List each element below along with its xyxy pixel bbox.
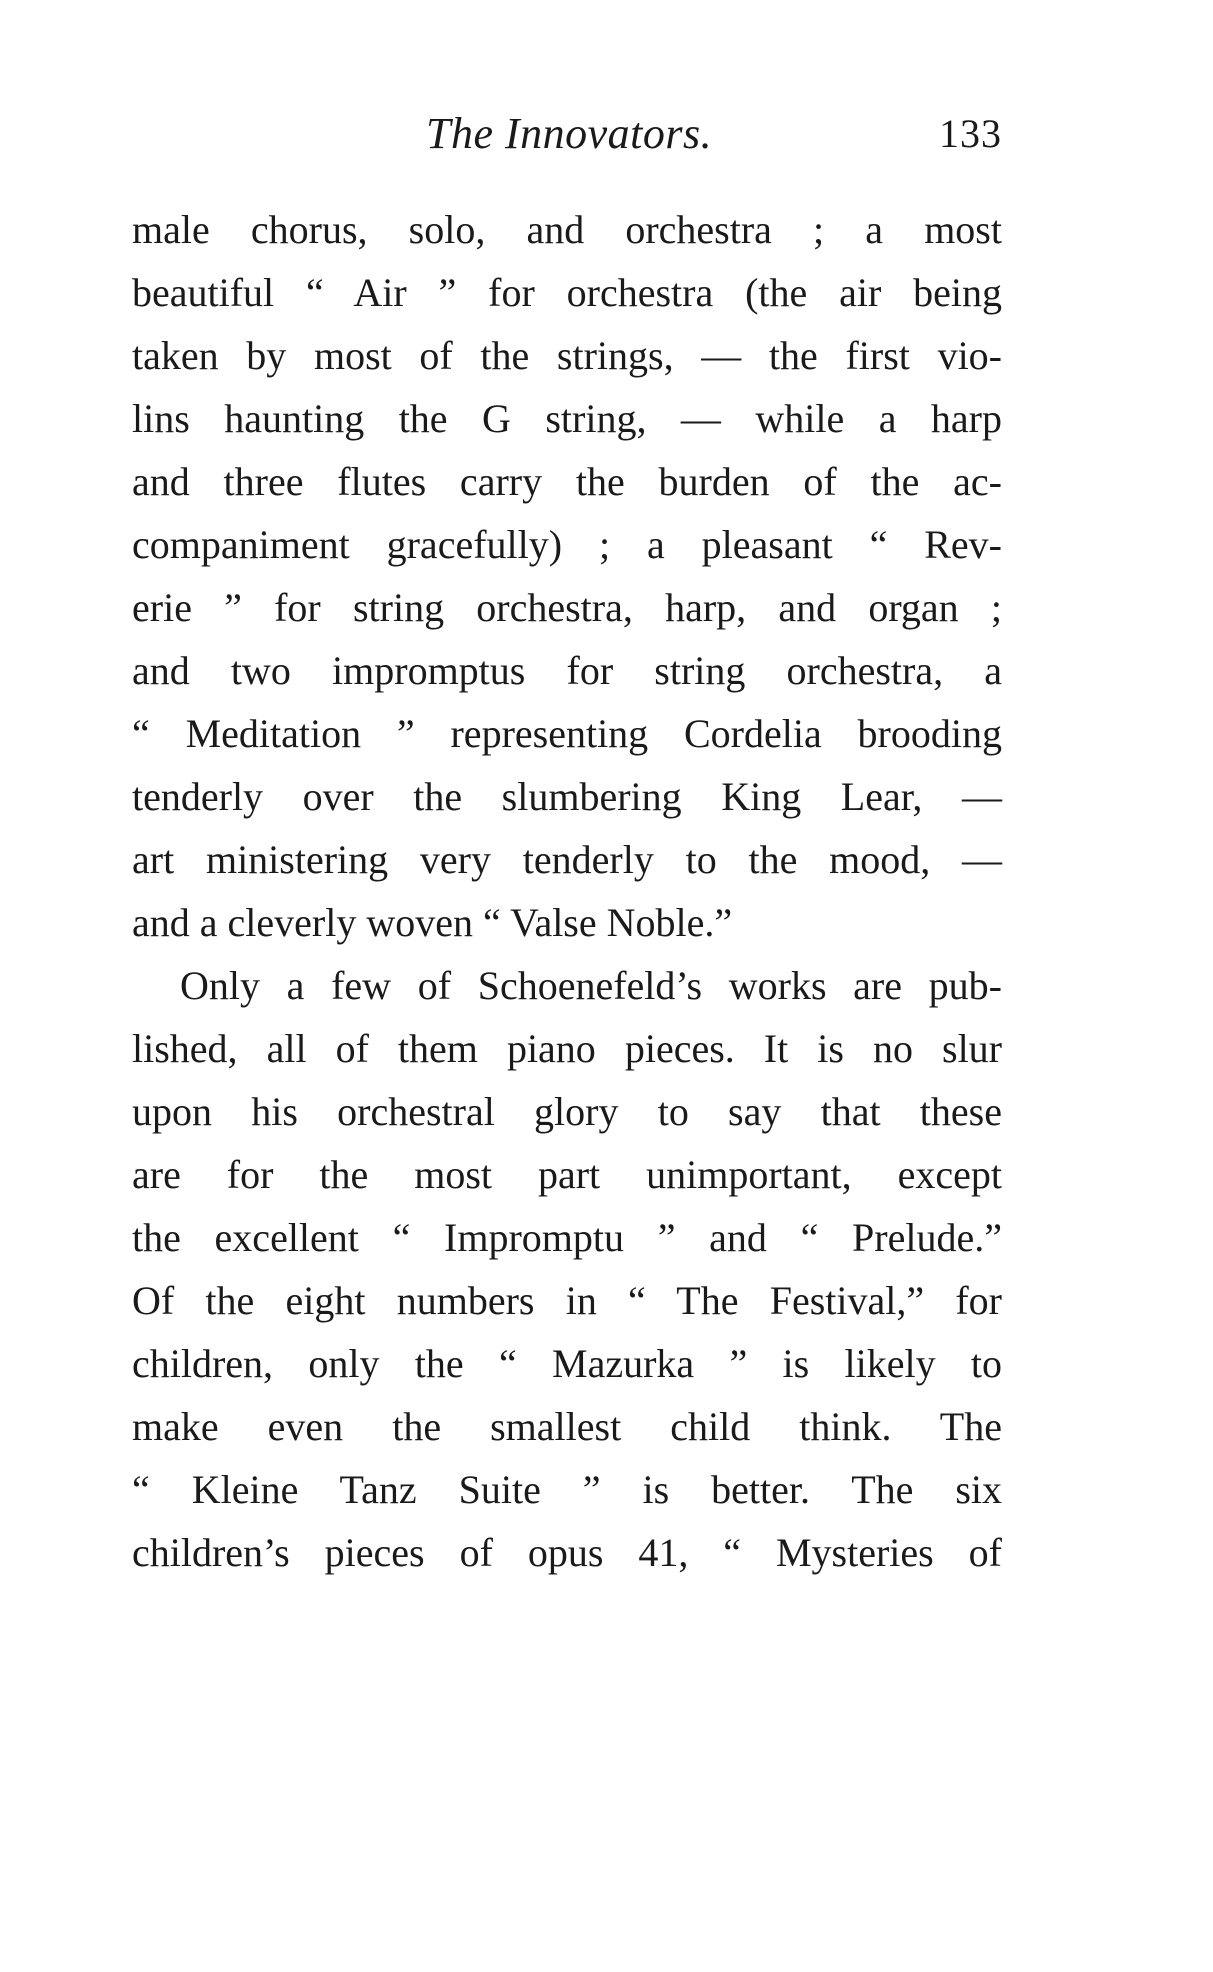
text-line: “ Meditation ” representing Cordelia brooding	[132, 711, 1002, 756]
text-line: “ Kleine Tanz Suite ” is better. The six	[132, 1467, 1002, 1512]
text-line: are for the most part unimportant, except	[132, 1152, 1002, 1197]
text-line: erie ” for string orchestra, harp, and organ ;	[132, 585, 1002, 630]
text-line: Only a few of Schoenefeld’s works are pub-	[180, 963, 1002, 1008]
text-line: children, only the “ Mazurka ” is likely to	[132, 1341, 1002, 1386]
text-line: tenderly over the slumbering King Lear, —	[132, 774, 1002, 819]
body-text	[132, 198, 1002, 1584]
text-line: the excellent “ Impromptu ” and “ Prelude.”	[132, 1215, 1002, 1260]
text-line: and three flutes carry the burden of the ac-	[132, 459, 1002, 504]
text-line: and a cleverly woven “ Valse Noble.”	[132, 900, 733, 945]
running-title: The Innovators.	[426, 109, 713, 158]
text-line: art ministering very tenderly to the mood, —	[132, 837, 1002, 882]
text-line: and two impromptus for string orchestra, a	[132, 648, 1002, 693]
text-line: Of the eight numbers in “ The Festival,” for	[132, 1278, 1002, 1323]
paragraph-1	[132, 198, 1002, 954]
text-line: make even the smallest child think. The	[132, 1404, 1002, 1449]
text-line: children’s pieces of opus 41, “ Mysteries of	[132, 1530, 1002, 1575]
text-line: upon his orchestral glory to say that these	[132, 1089, 1002, 1134]
text-line: lished, all of them piano pieces. It is no slur	[132, 1026, 1002, 1071]
running-head	[132, 108, 1002, 168]
text-line: companiment gracefully) ; a pleasant “ Rev-	[132, 522, 1002, 567]
text-line: lins haunting the G string, — while a harp	[132, 396, 1002, 441]
text-line: taken by most of the strings, — the first vio-	[132, 333, 1002, 378]
page-number: 133	[939, 111, 1002, 156]
paragraph-2	[132, 954, 1002, 1584]
text-line: male chorus, solo, and orchestra ; a most	[132, 207, 1002, 252]
text-line: beautiful “ Air ” for orchestra (the air being	[132, 270, 1002, 315]
